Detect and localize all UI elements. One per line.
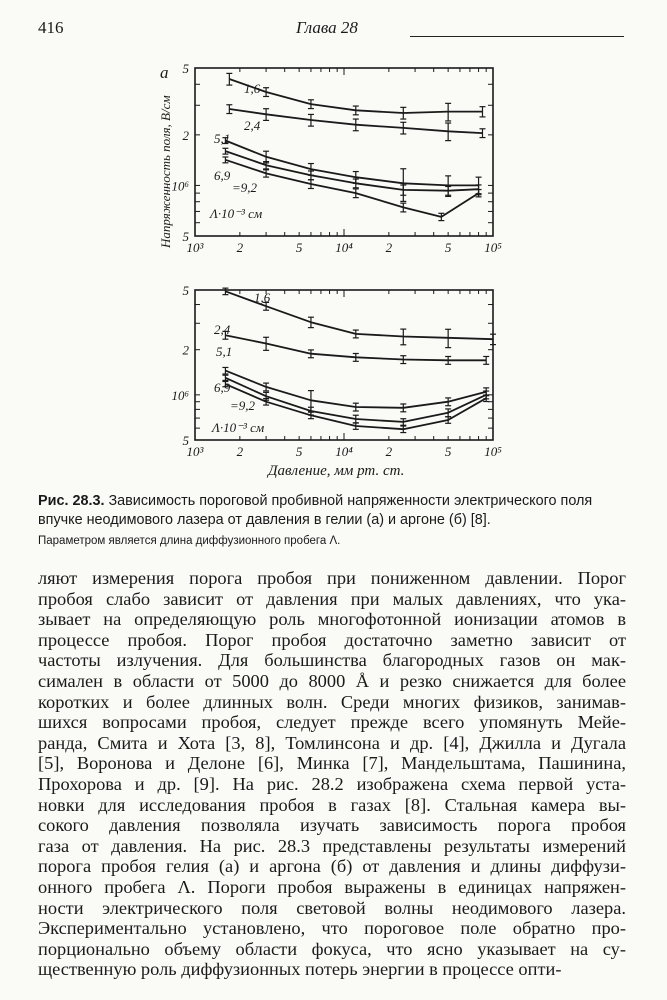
x-tick-label: 10⁵	[484, 240, 502, 255]
body-line: Экспериментально установлено, что пороговое поле обратно про-	[38, 918, 626, 939]
body-line: пробоя слабо зависит от давления при малых давлениях, что ука-	[38, 588, 626, 609]
page-number: 416	[38, 18, 64, 37]
body-line: симален в области от 5000 до 8000 Å и резко снижается для более	[38, 670, 626, 691]
y-tick-label: 2	[182, 127, 189, 143]
caption-text-cont: впучке неодимового лазера от давления в гелии (а) и аргоне (б) [8].	[38, 512, 491, 528]
body-line: порога пробоя гелия (а) и аргона (б) от давления и длины диффузи-	[38, 856, 626, 877]
body-text	[38, 568, 626, 980]
caption-label: Рис. 28.3.	[38, 493, 105, 509]
y-tick-label: 5	[182, 433, 189, 448]
series-label: 6,9	[214, 380, 231, 395]
x-tick-label: 10³	[186, 240, 204, 255]
x-tick-label: 2	[385, 240, 393, 255]
series-label: 2,4	[244, 118, 261, 133]
x-tick-label: 5	[444, 444, 452, 459]
body-line: зывает на определяющую роль многофотонной ионизации атомов в	[38, 609, 626, 630]
series-label: 1,6	[244, 81, 261, 96]
x-tick-label: 2	[385, 444, 393, 459]
series-label: 2,4	[214, 322, 231, 337]
body-line: Прохорова и др. [9]. На рис. 28.2 изображена схема первой уста-	[38, 773, 626, 794]
series-line	[225, 371, 486, 408]
body-line: сокого давления позволяла изучать зависимость порога пробоя	[38, 815, 626, 836]
x-tick-label: 2	[236, 240, 244, 255]
x-tick-label: 2	[236, 444, 244, 459]
x-tick-label: 10⁴	[335, 240, 353, 255]
figure-caption	[38, 492, 633, 549]
y-tick-label: 10⁶	[171, 387, 189, 403]
param-label: Λ·10⁻³ см	[210, 206, 263, 221]
chart-panel-a	[171, 61, 502, 255]
series-label: 5,1	[214, 131, 231, 146]
x-tick-label: 10⁵	[484, 444, 502, 459]
y-tick-label: 5	[182, 229, 189, 244]
y-tick-label: 10⁶	[171, 178, 189, 194]
chapter-title: Глава 28	[296, 18, 358, 37]
panel-a-label: а	[160, 63, 169, 82]
caption-text: Зависимость пороговой пробивной напряженности электрического поля	[108, 493, 593, 509]
param-label: Λ·10⁻³ см	[212, 420, 265, 435]
body-line: шихся вопросами пробоя, следует прежде всего упомянуть Мейе-	[38, 712, 626, 733]
y-tick-label: 2	[182, 342, 189, 358]
body-line: порционально объему области фокуса, что ясно указывает на су-	[38, 938, 626, 959]
y-tick-label: 5	[182, 283, 189, 298]
x-tick-label: 10⁴	[335, 444, 353, 459]
body-line: онного пробега Λ. Пороги пробоя выражены в единицах напряжен-	[38, 876, 626, 897]
body-line: щественную роль диффузионных потерь энергии в процессе опти-	[38, 959, 562, 980]
x-tick-label: 5	[444, 240, 452, 255]
body-line: ранда, Смита и Хота [3, 8], Томлинсона и др. [4], Джилла и Дугала	[38, 732, 626, 753]
series-label: 6,9	[214, 168, 231, 183]
body-line: [5], Воронова и Делоне [6], Минка [7], Мандельштама, Пашинина,	[38, 753, 626, 774]
x-tick-label: 10³	[186, 444, 204, 459]
body-line: ности электрического поля световой волны неодимового лазера.	[38, 897, 626, 918]
figure-28-3	[0, 0, 667, 480]
series-label: =9,2	[230, 398, 256, 413]
series-label: 1,6	[254, 290, 271, 305]
y-axis-label: Напряженность поля, В/см	[158, 95, 173, 248]
y-tick-label: 5	[182, 61, 189, 76]
body-line: газа от давления. На рис. 28.3 представлены результаты измерений	[38, 835, 626, 856]
body-line: процессе пробоя. Порог пробоя достаточно заметно зависит от	[38, 629, 626, 650]
caption-note: Параметром является длина диффузионного пробега Λ.	[38, 535, 341, 547]
body-line: частоты излучения. Для большинства благородных газов он мак-	[38, 650, 626, 671]
x-tick-label: 5	[295, 444, 303, 459]
x-axis-label: Давление, мм рт. ст.	[268, 463, 405, 479]
series-label: =9,2	[232, 180, 258, 195]
body-line: ляют измерения порога пробоя при пониженном давлении. Порог	[38, 568, 626, 588]
body-line: коротких и более длинных волн. Среди многих физиков, занимав-	[38, 691, 626, 712]
chart-panel-b	[171, 283, 502, 459]
x-tick-label: 5	[295, 240, 303, 255]
caption-main	[38, 492, 633, 530]
body-line: новки для исследования пробоя в газах [8]. Стальная камера вы-	[38, 794, 626, 815]
series-label: 5,1	[216, 344, 233, 359]
